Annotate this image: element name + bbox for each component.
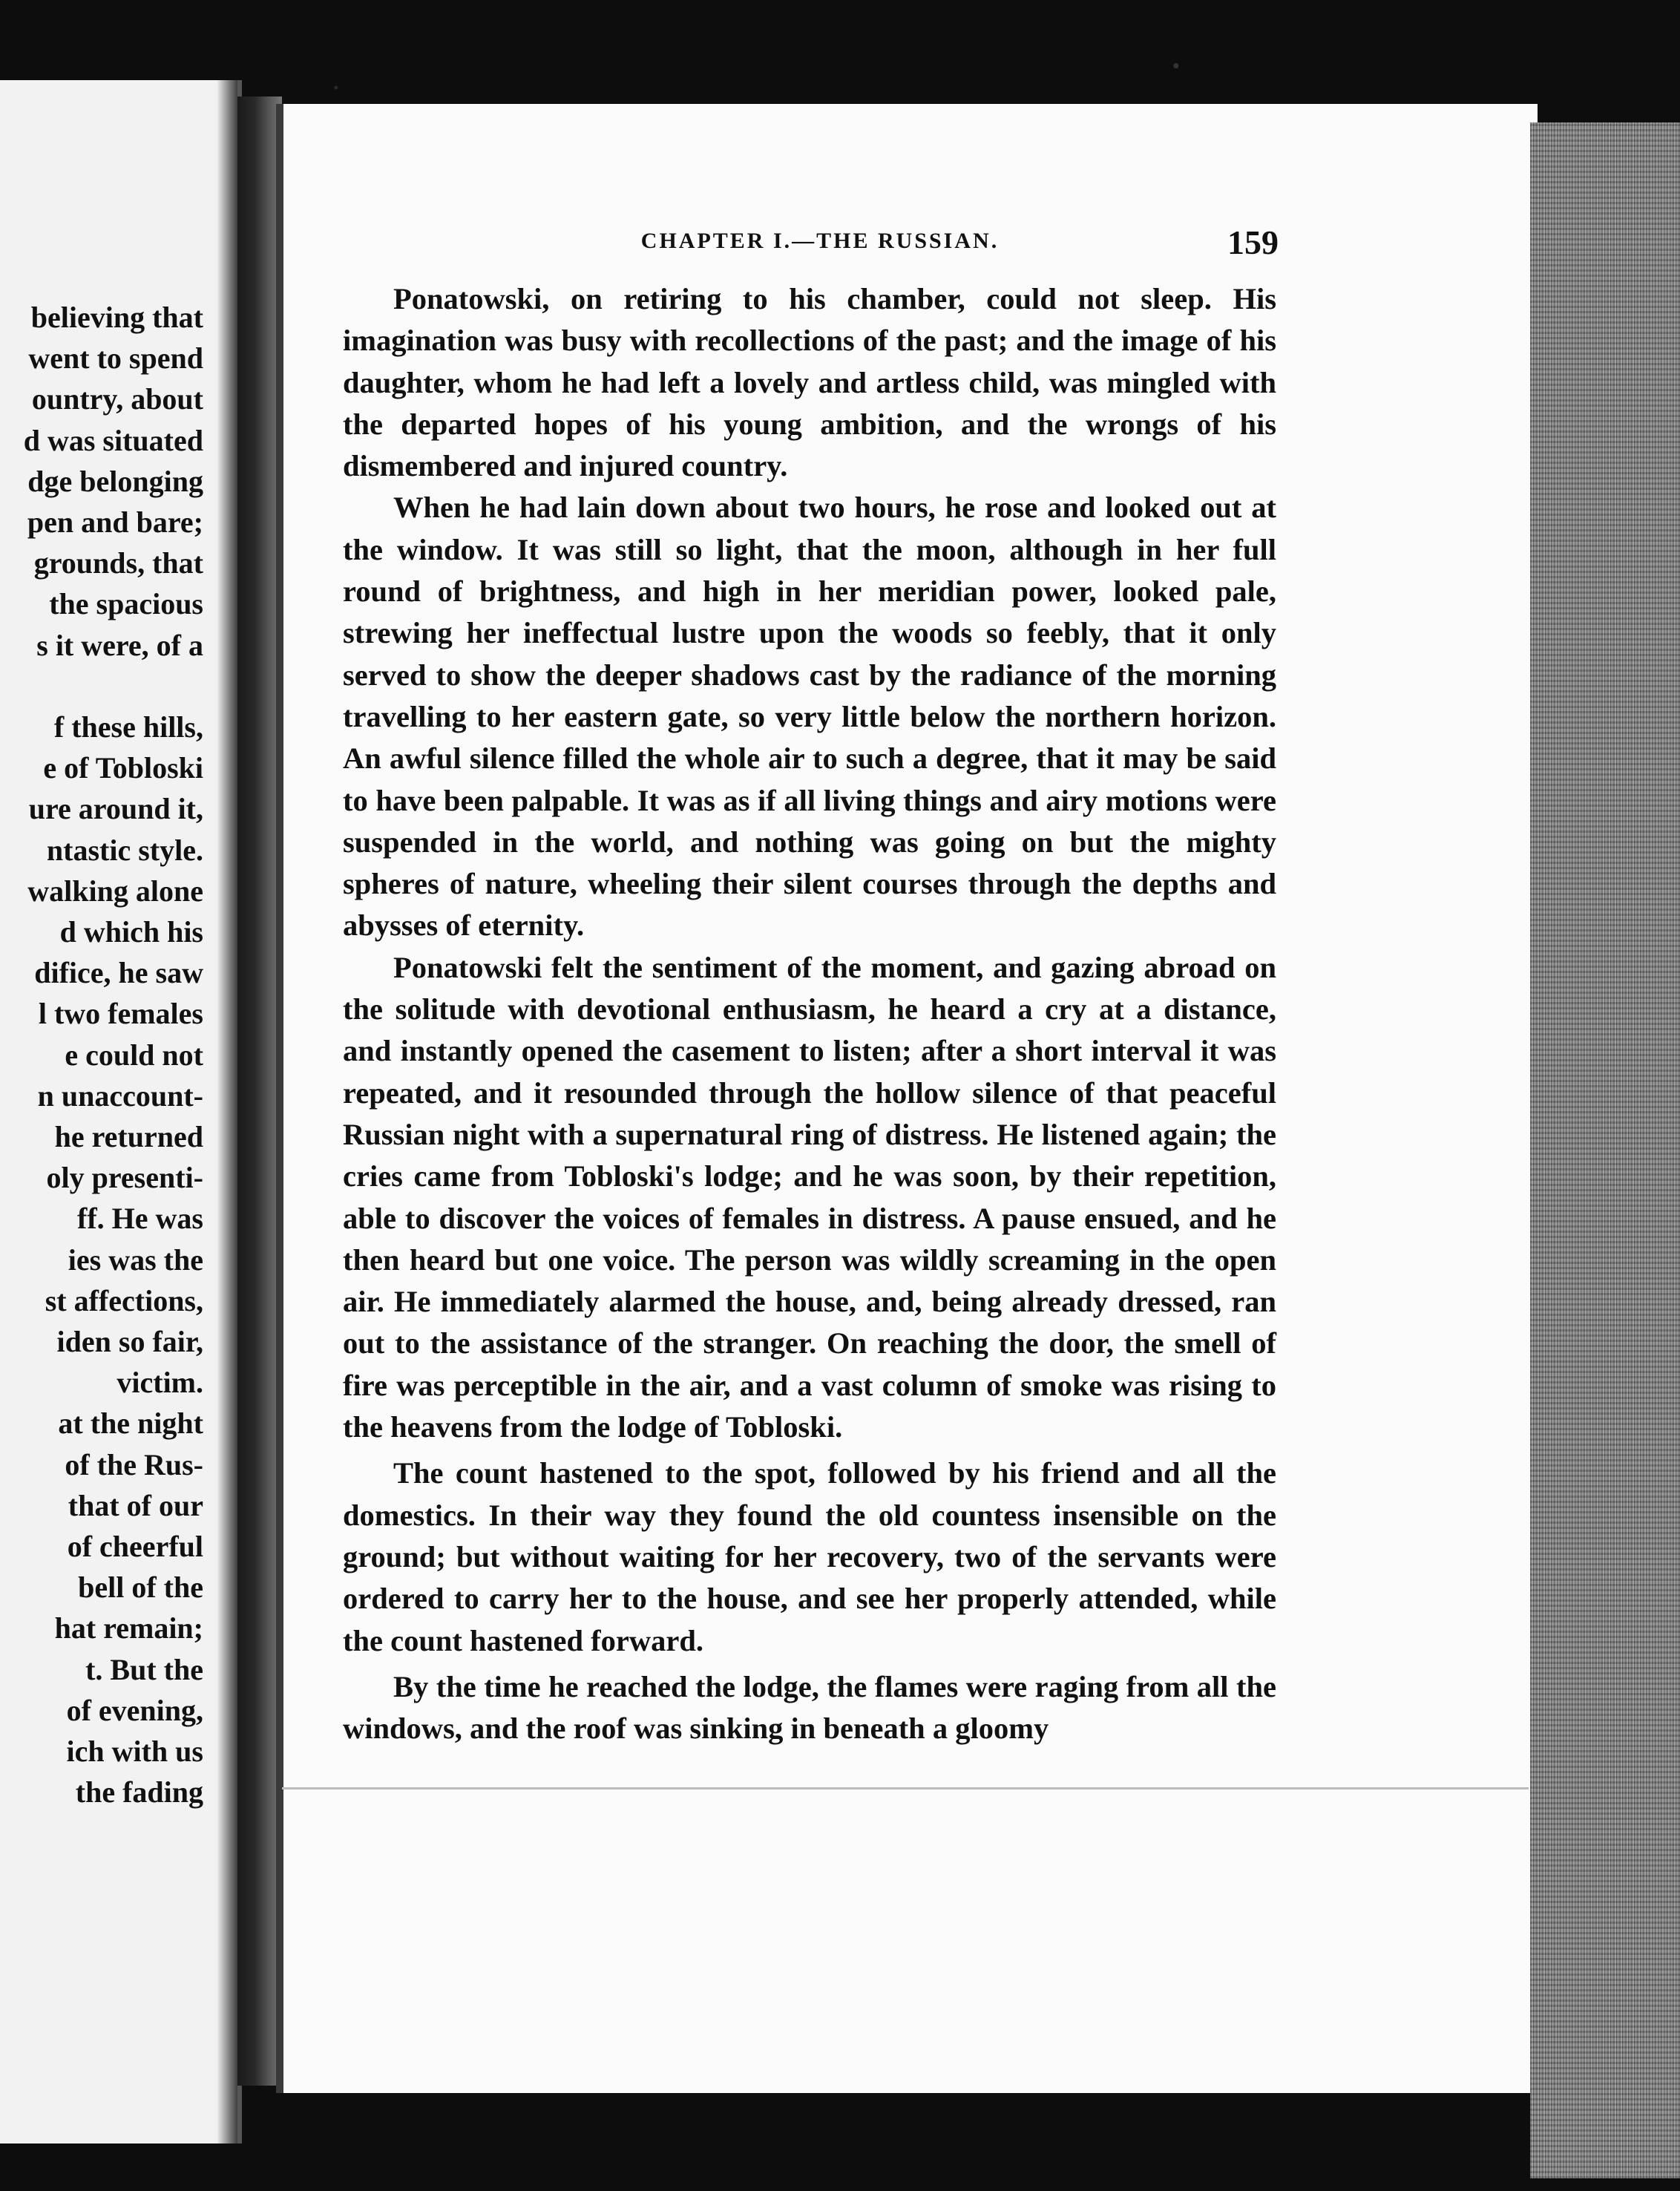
left-page-line: went to spend: [28, 341, 203, 376]
book-spine: [237, 96, 282, 2086]
left-page-line: d which his: [59, 915, 203, 949]
left-page-line: grounds, that: [33, 546, 203, 580]
left-page-line: at the night: [58, 1406, 203, 1441]
left-page-line: the fading: [75, 1775, 203, 1810]
left-page-gutter: [217, 80, 239, 2143]
left-page-line: ies was the: [68, 1242, 203, 1277]
left-page-line: of cheerful: [67, 1530, 203, 1563]
running-head: CHAPTER I.—THE RUSSIAN.: [640, 229, 1000, 253]
left-page-line: believing that: [30, 301, 203, 334]
page-fore-edge: [1530, 122, 1680, 2178]
paragraph: By the time he reached the lodge, the flames were raging from all the windows, and the roof was sinking in beneath a gloomy: [343, 1669, 1276, 1746]
left-page-line: ff. He was: [77, 1202, 203, 1236]
left-page-line: t. But the: [85, 1652, 203, 1686]
body-text: [343, 278, 1276, 1749]
left-page-line: st affections,: [45, 1283, 203, 1317]
paragraph: Ponatowski felt the sentiment of the moment, and gazing abroad on the solitude with devotional enthusiasm, he heard a cry at a distance, and instantly opened the casement to listen; after a short interval it was repeated, and it resounded through the hollow silence of that peaceful Russian night with a supernatural ring of distress. He listened again; the cries came from Tobloski's lodge; and he was soon, by their repetition, able to discover the voices of females in distress. A pause ensued, and he then heard but one voice. The person was wildly screaming in the open air. He immediately alarmed the house, and, being already dressed, ran out to the assistance of the stranger. On reaching the door, the smell of fire was perceptible in the air, and a vast column of smoke was rising to the heavens from the lodge of Tobloski.: [343, 950, 1276, 1444]
left-page-line: e could not: [65, 1038, 203, 1072]
left-page-line: oly presenti-: [46, 1161, 203, 1195]
left-page-line: l two females: [38, 997, 203, 1031]
left-page-line: of evening,: [66, 1693, 203, 1727]
left-page-line: d was situated: [23, 423, 203, 457]
left-page-line: ich with us: [66, 1735, 203, 1768]
left-page-line: difice, he saw: [34, 956, 203, 990]
left-page-line: ountry, about: [31, 382, 203, 416]
left-page-line: of the Rus-: [65, 1447, 203, 1481]
paragraph: When he had lain down about two hours, he rose and looked out at the window. It was still so light, that the moon, although in her full round of brightness, and high in her meridian power, looked pale, strewing her ineffectual lustre upon the woods so feebly, that it only served to show the deeper shadows cast by the radiance of the morning travelling to her eastern gate, so very little below the northern horizon. An awful silence filled the whole air to such a degree, that it may be said to have been palpable. It was as if all living things and airy motions were suspended in the world, and nothing was going on but the mighty spheres of nature, wheeling their silent courses through the depths and abysses of eternity.: [343, 491, 1276, 943]
left-page-line: ure around it,: [28, 792, 203, 826]
left-page-line: ntastic style.: [46, 833, 203, 867]
page-number: 159: [1227, 223, 1279, 261]
left-page-line: dge belonging: [27, 464, 203, 498]
left-page-line: pen and bare;: [27, 505, 203, 539]
left-page: [0, 80, 242, 2143]
paragraph: Ponatowski, on retiring to his chamber, could not sleep. His imagination was busy with recollections of the past; and the image of his daughter, whom he had left a lovely and artless child, was mingled with the departed hopes of his young ambition, and the wrongs of his dismembered and injured country.: [343, 282, 1276, 483]
left-page-line: iden so fair,: [56, 1325, 203, 1358]
left-page-line: n unaccount-: [37, 1078, 203, 1113]
left-page-line: walking alone: [27, 874, 203, 908]
left-page-line: hat remain;: [54, 1611, 203, 1645]
left-page-line: f these hills,: [53, 710, 203, 744]
left-page-line: bell of the: [78, 1571, 203, 1605]
left-page-line: he returned: [54, 1120, 203, 1153]
scan-scratch-line: [282, 1787, 1529, 1789]
left-page-line: that of our: [68, 1488, 203, 1522]
left-page-line: e of Tobloski: [43, 751, 203, 785]
paragraph: The count hastened to the spot, followed by his friend and all the domestics. In their way they found the old countess insensible on the ground; but without waiting for her recovery, two of the servants were ordered to carry her to the house, and see her properly attended, while the count hastened forward.: [343, 1456, 1276, 1657]
left-page-line: victim.: [117, 1366, 203, 1400]
left-page-line: the spacious: [49, 587, 203, 621]
left-page-line: s it were, of a: [36, 628, 203, 662]
